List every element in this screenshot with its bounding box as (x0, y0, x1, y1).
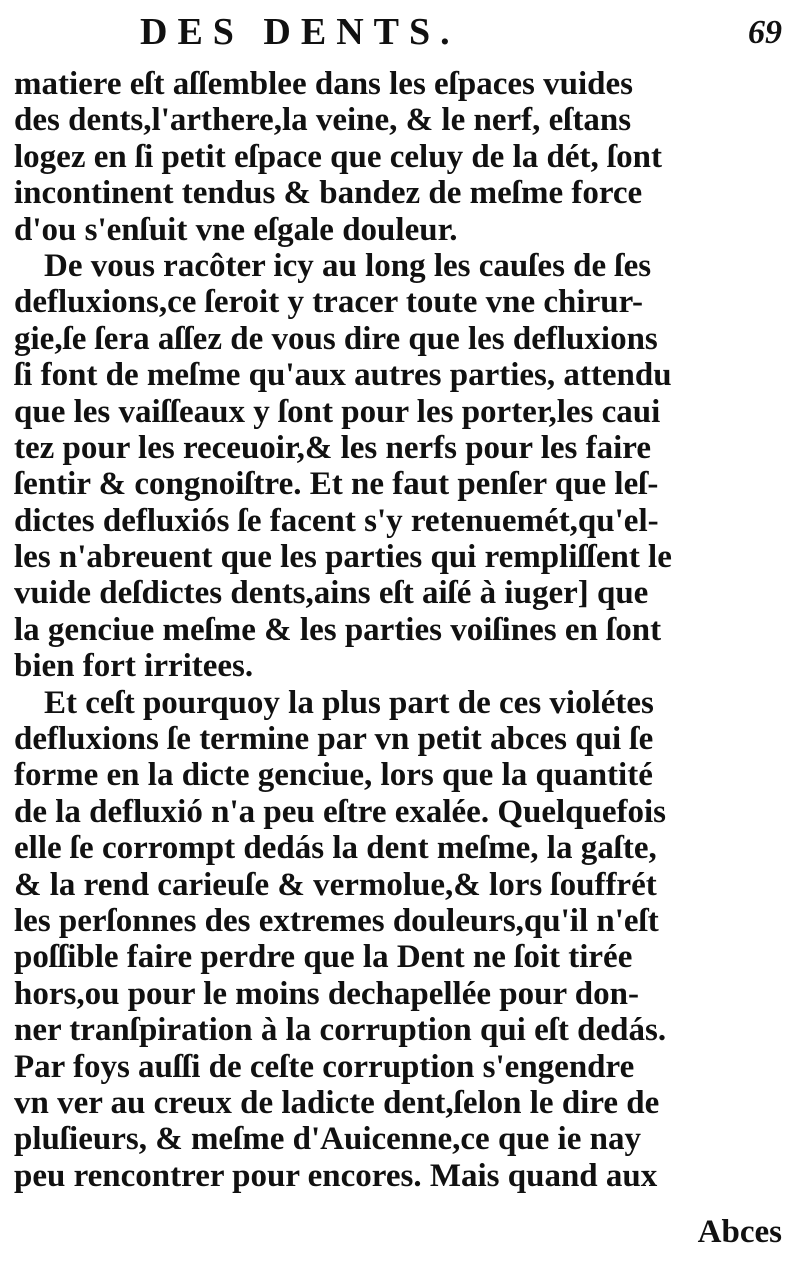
text-line: forme en la dicte genciue, lors que la quantité (14, 757, 653, 794)
text-line: ſentir & congnoiſtre. Et ne faut penſer que leſ- (14, 466, 659, 503)
text-line: defluxions,ce ſeroit y tracer toute vne chirur- (14, 284, 643, 321)
text-line: bien fort irritees. (14, 648, 254, 685)
text-line: peu rencontrer pour encores. Mais quand aux (14, 1157, 658, 1194)
page-header (0, 8, 800, 62)
text-line: de la defluxió n'a peu eſtre exalée. Quelquefois (14, 793, 667, 830)
text-line: gie,ſe ſera aſſez de vous dire que les defluxions (14, 320, 658, 357)
text-line: vn ver au creux de ladicte dent,ſelon le dire de (14, 1084, 660, 1121)
running-head: DES DENTS. (140, 11, 460, 53)
text-line: les perſonnes des extremes douleurs,qu'il n'eſt (14, 902, 659, 939)
text-line: des dents,l'arthere,la veine, & le nerf, eſtans (14, 102, 632, 139)
text-line: ſi font de meſme qu'aux autres parties, attendu (14, 357, 672, 394)
text-line: defluxions ſe termine par vn petit abces qui ſe (14, 721, 654, 758)
text-line: poſſible faire perdre que la Dent ne ſoit tirée (14, 939, 633, 976)
catchword: Abces (697, 1214, 782, 1250)
text-line: tez pour les receuoir,& les nerfs pour les faire (14, 429, 651, 466)
text-line: Par foys auſſi de ceſte corruption s'engendre (14, 1048, 635, 1085)
text-line: incontinent tendus & bandez de meſme force (14, 175, 643, 212)
text-line: que les vaiſſeaux y ſont pour les porter,les caui (14, 393, 661, 430)
paragraph-first-line: Et ceſt pourquoy la plus part de ces violétes (44, 684, 654, 721)
text-line: & la rend carieuſe & vermolue,& lors ſouffrét (14, 866, 657, 903)
text-line: dictes defluxiós ſe facent s'y retenuemét,qu'el- (14, 502, 659, 539)
text-line: la genciue meſme & les parties voiſines en ſont (14, 611, 662, 648)
text-line: pluſieurs, & meſme d'Auicenne,ce que ie nay (14, 1121, 641, 1158)
text-line: les n'abreuent que les parties qui rempliſſent le (14, 539, 672, 576)
body-text (14, 66, 786, 1194)
page-number: 69 (748, 14, 782, 51)
text-line: vuide deſdictes dents,ains eſt aiſé à iuger] que (14, 575, 649, 612)
paragraph-first-line: De vous racôter icy au long les cauſes de ſes (44, 247, 652, 284)
text-line: elle ſe corrompt dedás la dent meſme, la gaſte, (14, 830, 657, 867)
text-line: hors,ou pour le moins dechapellée pour don- (14, 975, 639, 1012)
text-line: d'ou s'enſuit vne eſgale douleur. (14, 211, 458, 248)
text-line: ner tranſpiration à la corruption qui eſt dedás. (14, 1012, 667, 1049)
text-line: logez en ſi petit eſpace que celuy de la dét, ſont (14, 138, 662, 175)
text-line: matiere eſt aſſemblee dans les eſpaces vuides (14, 66, 633, 102)
